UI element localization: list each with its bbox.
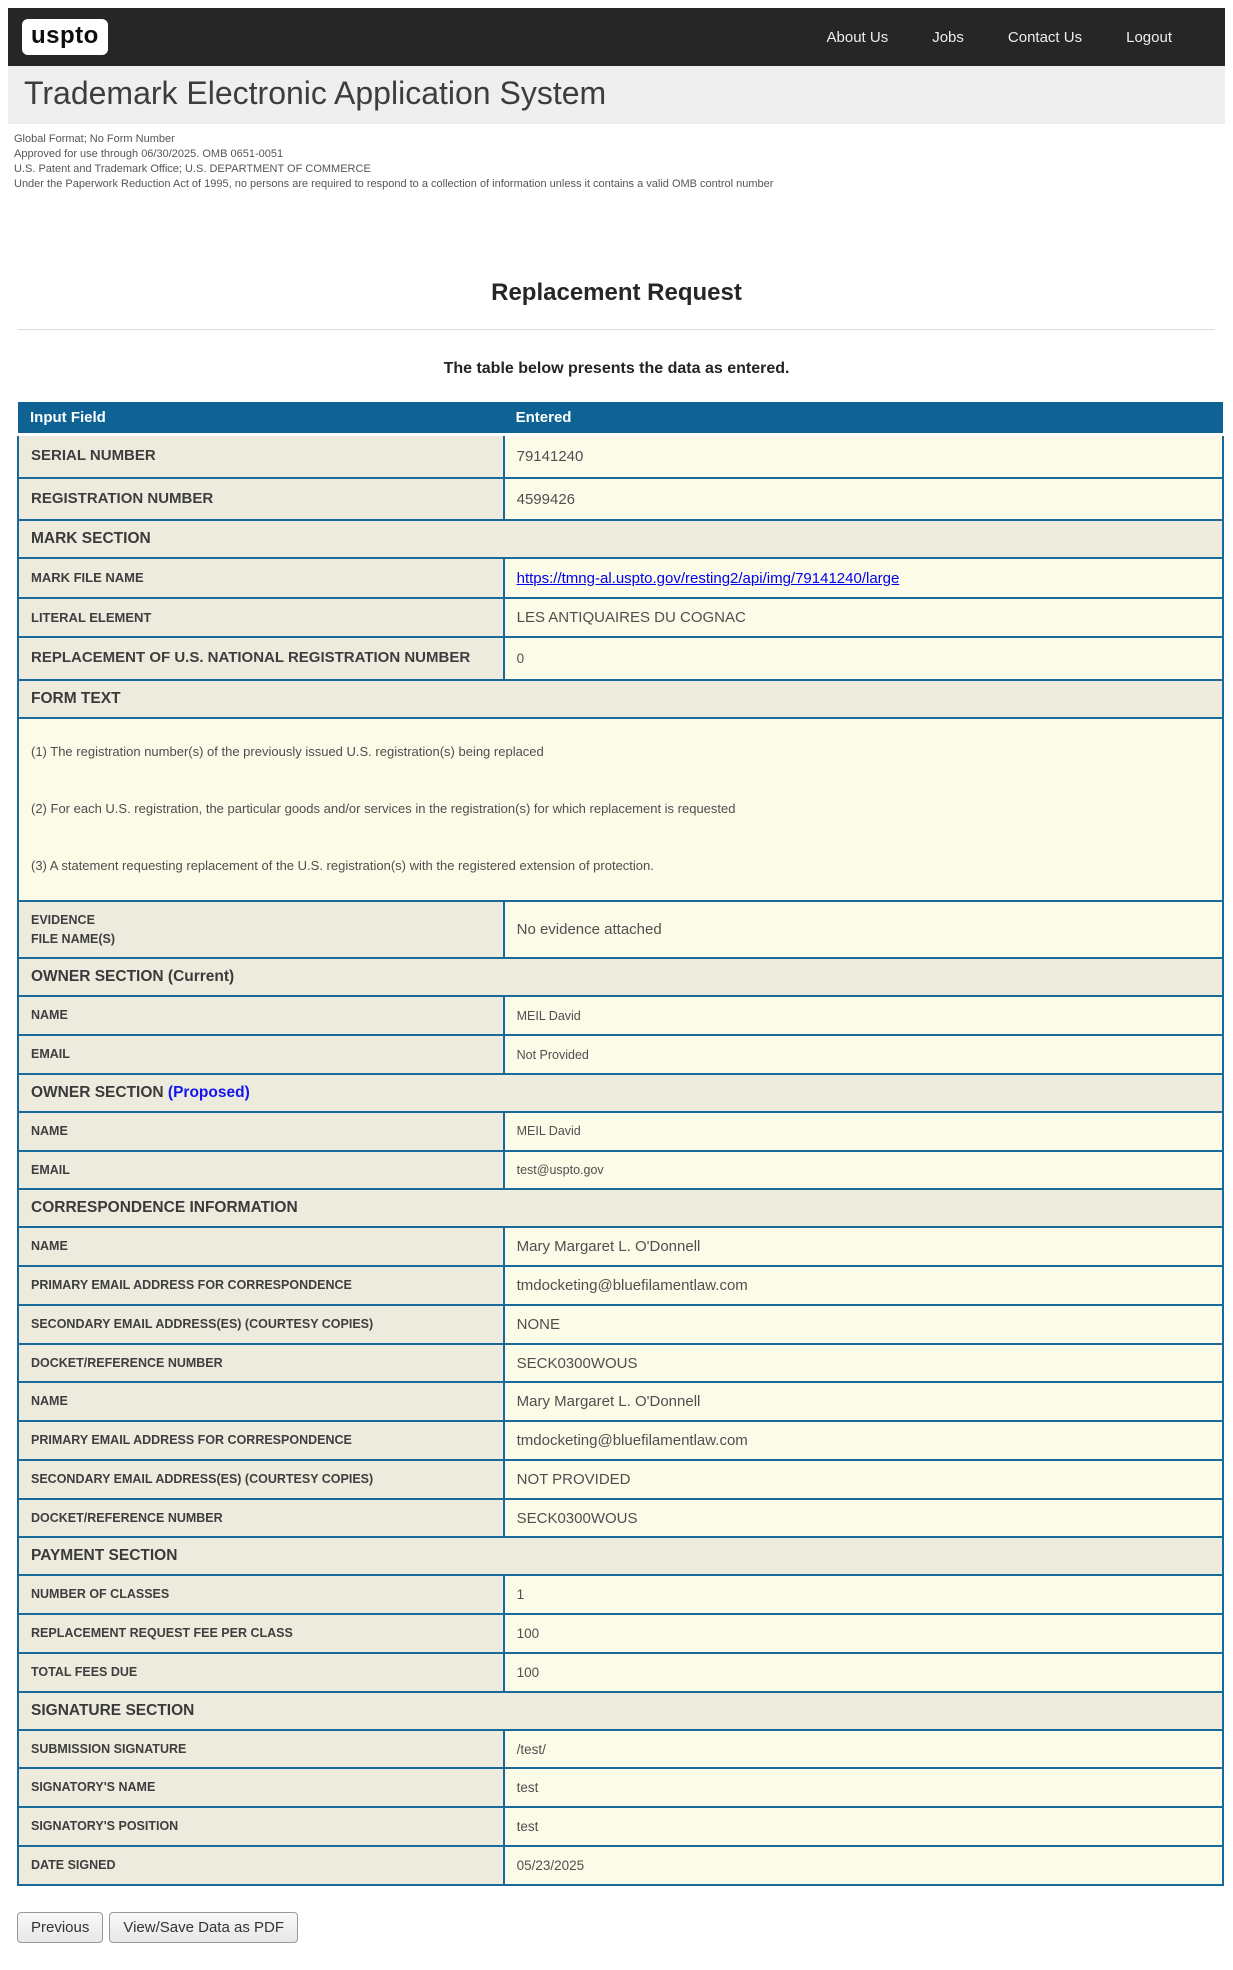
field-label: SIGNATORY'S POSITION: [18, 1807, 504, 1846]
field-row: [18, 1499, 1223, 1538]
field-label: REPLACEMENT OF U.S. NATIONAL REGISTRATION NUMBER: [18, 637, 504, 680]
form-text-paragraph: (1) The registration number(s) of the previously issued U.S. registration(s) being replaced: [31, 743, 544, 759]
field-row: [18, 1768, 1223, 1807]
field-row: [18, 1344, 1223, 1383]
field-value: test: [504, 1807, 1223, 1846]
field-row: [18, 1035, 1223, 1074]
intro-text: The table below presents the data as entered.: [443, 360, 790, 378]
field-label: REGISTRATION NUMBER: [18, 478, 504, 521]
field-label: NAME: [18, 1112, 504, 1151]
field-value: MEIL David: [504, 1112, 1223, 1151]
form-text-row: [18, 718, 1223, 901]
field-row: [18, 1305, 1223, 1344]
field-label: NAME: [18, 996, 504, 1035]
table-head: [18, 402, 1223, 435]
field-value: tmdocketing@bluefilamentlaw.com: [504, 1266, 1223, 1305]
entered-data-table: [17, 402, 1224, 1885]
field-value: SECK0300WOUS: [504, 1499, 1223, 1538]
top-nav-links: [827, 29, 1172, 46]
field-row: [18, 1575, 1223, 1614]
field-value: NOT PROVIDED: [504, 1460, 1223, 1499]
meta-line: Under the Paperwork Reduction Act of 1995, no persons are required to respond to a collection of information unless it contains a valid OMB control number: [14, 177, 774, 190]
nav-link-contact-us[interactable]: Contact Us: [1007, 28, 1083, 46]
button-row: [17, 1912, 1225, 1943]
nav-link-jobs[interactable]: Jobs: [932, 28, 964, 46]
section-row: [18, 680, 1223, 718]
field-label: PRIMARY EMAIL ADDRESS FOR CORRESPONDENCE: [18, 1421, 504, 1460]
nav-link-logout[interactable]: Logout: [1126, 28, 1172, 46]
column-header-entered: Entered: [504, 402, 1223, 435]
field-row: [18, 1227, 1223, 1266]
field-row: [18, 1382, 1223, 1421]
mark-file-link[interactable]: https://tmng-al.uspto.gov/resting2/api/img/79141240/large: [516, 569, 900, 587]
field-value: LES ANTIQUAIRES DU COGNAC: [504, 598, 1223, 638]
section-row: [18, 520, 1223, 558]
field-value: 100: [504, 1614, 1223, 1653]
uspto-logo[interactable]: uspto: [22, 19, 108, 55]
meta-line: U.S. Patent and Trademark Office; U.S. DEPARTMENT OF COMMERCE: [14, 162, 371, 175]
form-meta: [8, 124, 1225, 191]
section-title: OWNER SECTION (Proposed): [18, 1074, 1223, 1112]
field-value: [504, 558, 1223, 598]
field-value: /test/: [504, 1730, 1223, 1769]
field-label: TOTAL FEES DUE: [18, 1653, 504, 1692]
field-row: [18, 1460, 1223, 1499]
field-label: LITERAL ELEMENT: [18, 598, 504, 638]
field-row: [18, 598, 1223, 638]
field-row: [18, 901, 1223, 959]
field-row: [18, 1266, 1223, 1305]
field-value: test@uspto.gov: [504, 1151, 1223, 1190]
field-label: NAME: [18, 1227, 504, 1266]
field-value: No evidence attached: [504, 901, 1223, 959]
field-row: [18, 558, 1223, 598]
section-title: OWNER SECTION (Current): [18, 958, 1223, 996]
field-row: [18, 637, 1223, 680]
section-row: [18, 1189, 1223, 1227]
form-text-paragraph: (2) For each U.S. registration, the particular goods and/or services in the registration(s) for which replacement is requested: [31, 800, 736, 816]
field-label: SUBMISSION SIGNATURE: [18, 1730, 504, 1769]
field-value: MEIL David: [504, 996, 1223, 1035]
section-row: [18, 1692, 1223, 1730]
section-title: FORM TEXT: [18, 680, 1223, 718]
field-label: SERIAL NUMBER: [18, 435, 504, 478]
field-value: 100: [504, 1653, 1223, 1692]
field-row: [18, 1730, 1223, 1769]
section-title: MARK SECTION: [18, 520, 1223, 558]
field-value: NONE: [504, 1305, 1223, 1344]
view-save-pdf-button[interactable]: View/Save Data as PDF: [109, 1912, 298, 1943]
section-title: SIGNATURE SECTION: [18, 1692, 1223, 1730]
field-label: PRIMARY EMAIL ADDRESS FOR CORRESPONDENCE: [18, 1266, 504, 1305]
form-text-cell: [18, 718, 1223, 901]
field-label: EVIDENCE FILE NAME(S): [18, 901, 504, 959]
field-row: [18, 1846, 1223, 1885]
field-label: MARK FILE NAME: [18, 558, 504, 598]
meta-line: Approved for use through 06/30/2025. OMB 0651-0051: [14, 147, 284, 160]
field-label: EMAIL: [18, 1151, 504, 1190]
field-row: [18, 1151, 1223, 1190]
field-row: [18, 1421, 1223, 1460]
meta-line: Global Format; No Form Number: [14, 133, 175, 145]
app-title: Trademark Electronic Application System: [8, 66, 1225, 124]
field-label: DOCKET/REFERENCE NUMBER: [18, 1499, 504, 1538]
section-title: CORRESPONDENCE INFORMATION: [18, 1189, 1223, 1227]
field-row: [18, 1807, 1223, 1846]
field-label: EMAIL: [18, 1035, 504, 1074]
previous-button[interactable]: Previous: [17, 1912, 103, 1943]
section-row: [18, 1074, 1223, 1112]
field-value: tmdocketing@bluefilamentlaw.com: [504, 1421, 1223, 1460]
field-value: Mary Margaret L. O'Donnell: [504, 1382, 1223, 1421]
page-heading: Replacement Request: [491, 279, 742, 307]
field-row: [18, 478, 1223, 521]
field-value: 1: [504, 1575, 1223, 1614]
field-row: [18, 1614, 1223, 1653]
section-row: [18, 1537, 1223, 1575]
field-label: SECONDARY EMAIL ADDRESS(ES) (COURTESY COPIES): [18, 1460, 504, 1499]
section-row: [18, 958, 1223, 996]
field-label: REPLACEMENT REQUEST FEE PER CLASS: [18, 1614, 504, 1653]
field-label: DATE SIGNED: [18, 1846, 504, 1885]
field-value: 4599426: [504, 478, 1223, 521]
field-value: Not Provided: [504, 1035, 1223, 1074]
field-value: Mary Margaret L. O'Donnell: [504, 1227, 1223, 1266]
field-label: SIGNATORY'S NAME: [18, 1768, 504, 1807]
entered-data-table-body: [18, 435, 1223, 1885]
field-row: [18, 1112, 1223, 1151]
field-value: 0: [504, 637, 1223, 680]
form-text-paragraph: (3) A statement requesting replacement of the U.S. registration(s) with the registered extension of protection.: [31, 857, 654, 873]
field-row: [18, 996, 1223, 1035]
section-title: PAYMENT SECTION: [18, 1537, 1223, 1575]
field-value: test: [504, 1768, 1223, 1807]
field-label: SECONDARY EMAIL ADDRESS(ES) (COURTESY COPIES): [18, 1305, 504, 1344]
field-value: 05/23/2025: [504, 1846, 1223, 1885]
field-row: [18, 1653, 1223, 1692]
field-label: NAME: [18, 1382, 504, 1421]
column-header-input-field: Input Field: [18, 402, 504, 435]
section-title-suffix: (Proposed): [163, 1083, 250, 1101]
field-label: NUMBER OF CLASSES: [18, 1575, 504, 1614]
top-nav: [8, 8, 1225, 66]
heading-divider: [18, 329, 1215, 330]
field-value: 79141240: [504, 435, 1223, 478]
field-row: [18, 435, 1223, 478]
field-label: DOCKET/REFERENCE NUMBER: [18, 1344, 504, 1383]
field-value: SECK0300WOUS: [504, 1344, 1223, 1383]
nav-link-about-us[interactable]: About Us: [826, 28, 889, 46]
table-header-row: [18, 402, 1223, 435]
